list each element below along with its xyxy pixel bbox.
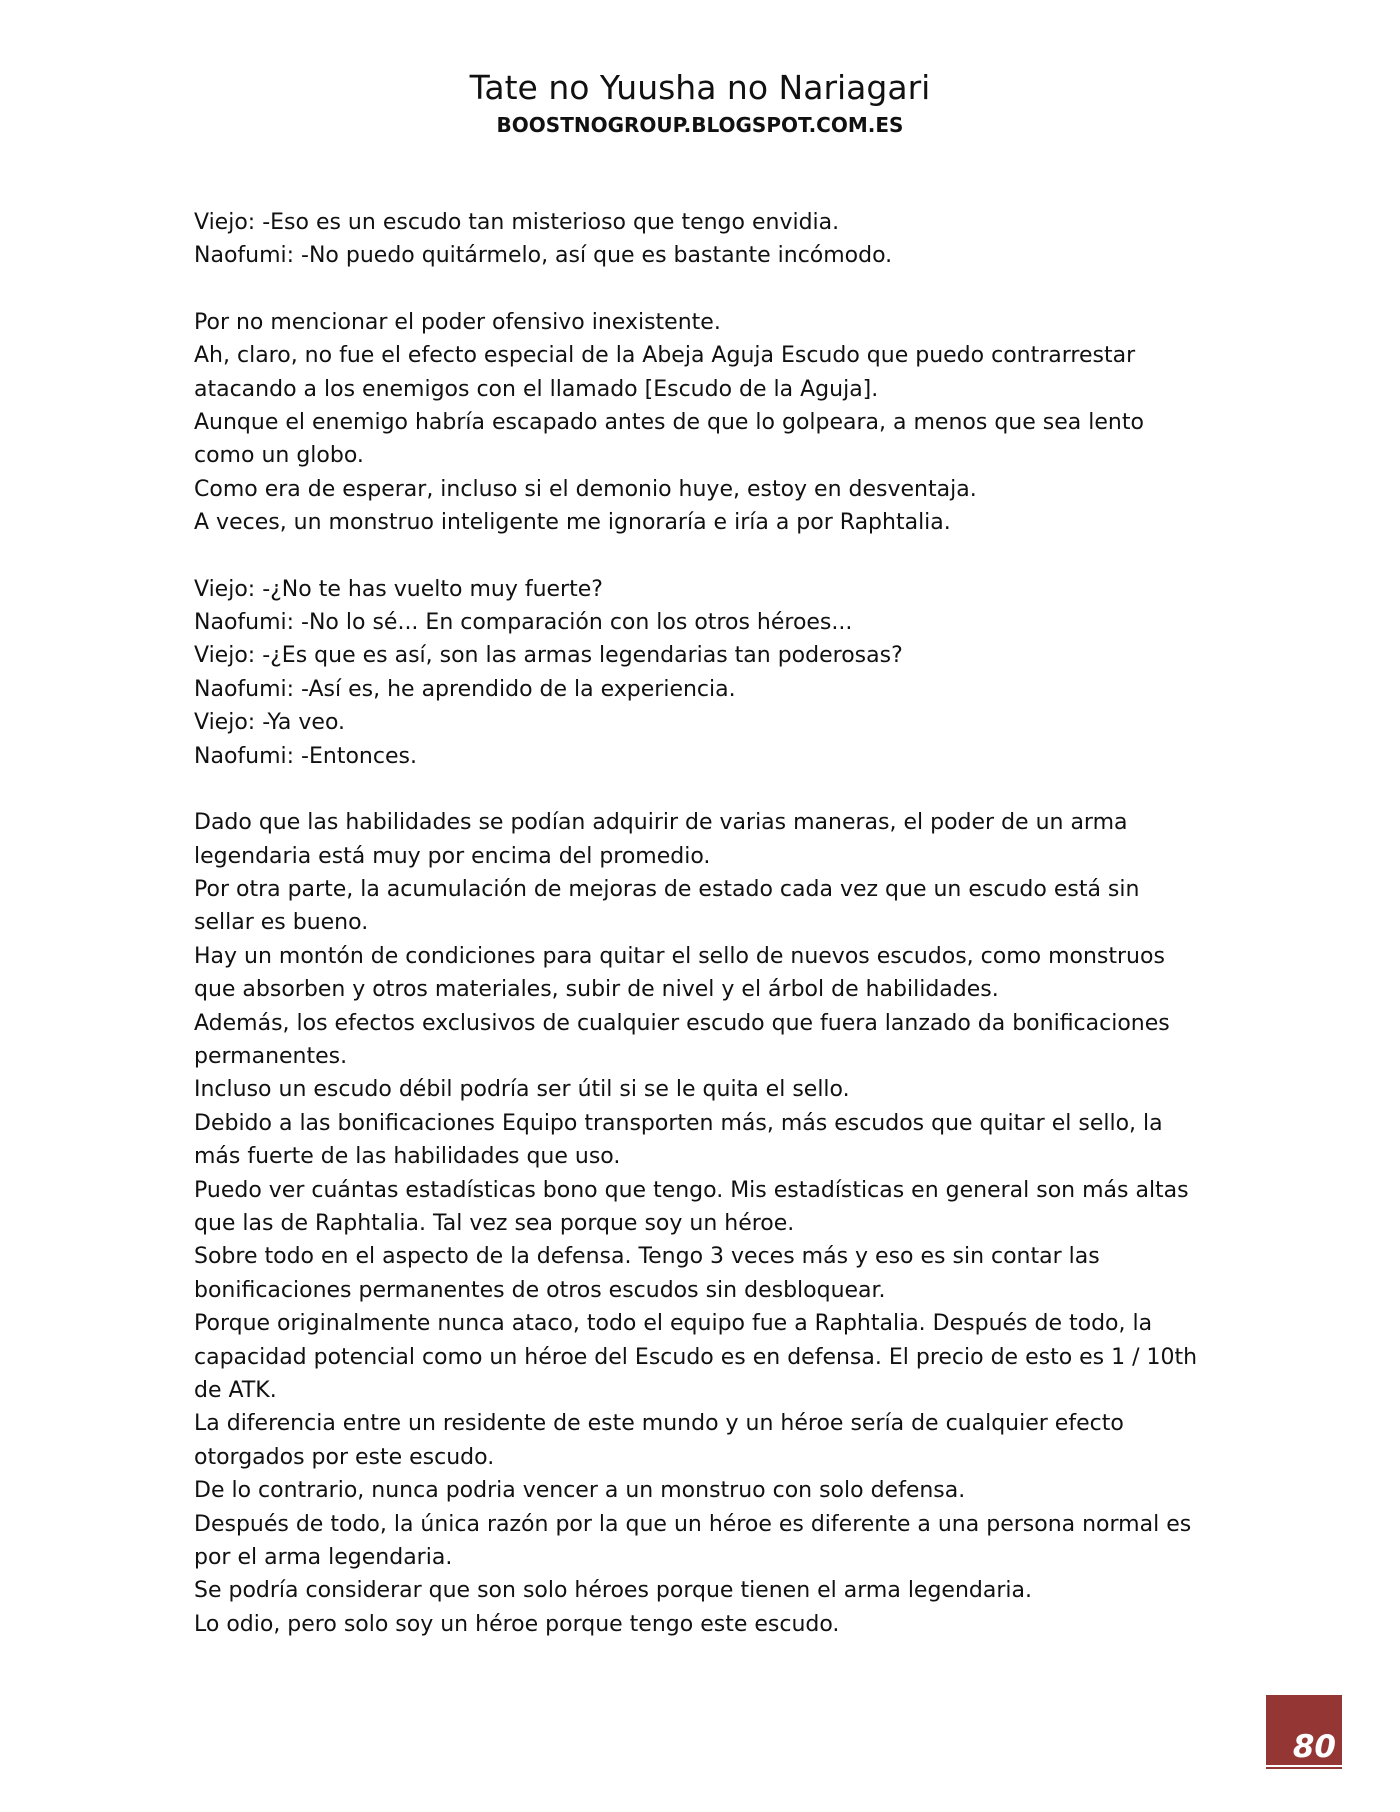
text-line: Además, los efectos exclusivos de cualquier escudo que fuera lanzado da bonificaciones	[194, 1010, 1170, 1036]
text-line: La diferencia entre un residente de este mundo y un héroe sería de cualquier efecto	[194, 1411, 1124, 1437]
text-line: Lo odio, pero solo soy un héroe porque tengo este escudo.	[194, 1611, 840, 1637]
text-line: Hay un montón de condiciones para quitar el sello de nuevos escudos, como monstruos	[194, 943, 1165, 969]
text-line: legendaria está muy por encima del promedio.	[194, 843, 711, 869]
page-header	[0, 66, 1400, 140]
text-line: permanentes.	[194, 1043, 348, 1069]
text-line: por el arma legendaria.	[194, 1545, 453, 1571]
page-title: Tate no Yuusha no Nariagari	[469, 68, 931, 107]
text-line: capacidad potencial como un héroe del Escudo es en defensa. El precio de esto es 1 / 10th	[194, 1344, 1198, 1370]
text-line: Viejo: -¿Es que es así, son las armas legendarias tan poderosas?	[194, 643, 903, 669]
paragraph	[194, 306, 1214, 540]
text-line: sellar es bueno.	[194, 910, 369, 936]
text-line: Ah, claro, no fue el efecto especial de la Abeja Aguja Escudo que puedo contrarrestar	[194, 343, 1136, 369]
text-line: Porque originalmente nunca ataco, todo el equipo fue a Raphtalia. Después de todo, la	[194, 1311, 1153, 1337]
text-line: que absorben y otros materiales, subir de nivel y el árbol de habilidades.	[194, 977, 999, 1003]
text-line: Por no mencionar el poder ofensivo inexistente.	[194, 309, 721, 335]
paragraph	[194, 206, 1214, 273]
text-line: Se podría considerar que son solo héroes porque tienen el arma legendaria.	[194, 1578, 1032, 1604]
text-line: Naofumi: -No puedo quitármelo, así que es bastante incómodo.	[194, 243, 893, 269]
text-line: Como era de esperar, incluso si el demonio huye, estoy en desventaja.	[194, 476, 977, 502]
text-line: Viejo: -¿No te has vuelto muy fuerte?	[194, 576, 603, 602]
text-line: atacando a los enemigos con el llamado [Escudo de la Aguja].	[194, 376, 879, 402]
text-line: Puedo ver cuántas estadísticas bono que tengo. Mis estadísticas en general son más altas	[194, 1177, 1189, 1203]
paragraph	[194, 573, 1214, 773]
text-line: Dado que las habilidades se podían adquirir de varias maneras, el poder de un arma	[194, 810, 1128, 836]
text-line: otorgados por este escudo.	[194, 1444, 495, 1470]
text-line: Después de todo, la única razón por la que un héroe es diferente a una persona normal es	[194, 1511, 1192, 1537]
text-line: Viejo: -Ya veo.	[194, 710, 346, 736]
text-line: A veces, un monstruo inteligente me ignoraría e iría a por Raphtalia.	[194, 510, 951, 536]
text-line: Por otra parte, la acumulación de mejoras de estado cada vez que un escudo está sin	[194, 876, 1140, 902]
text-line: más fuerte de las habilidades que uso.	[194, 1144, 621, 1170]
page-number-badge	[1266, 1695, 1342, 1769]
text-line: Incluso un escudo débil podría ser útil si se le quita el sello.	[194, 1077, 850, 1103]
text-line: De lo contrario, nunca podria vencer a un monstruo con solo defensa.	[194, 1478, 966, 1504]
body-text	[194, 206, 1214, 1674]
site-url: BOOSTNOGROUP.BLOGSPOT.COM.ES	[496, 113, 904, 137]
text-line: Viejo: -Eso es un escudo tan misterioso que tengo envidia.	[194, 210, 840, 235]
page-number: 80	[1292, 1729, 1336, 1765]
paragraph	[194, 806, 1214, 1641]
text-line: Sobre todo en el aspecto de la defensa. Tengo 3 veces más y eso es sin contar las	[194, 1244, 1100, 1270]
text-line: bonificaciones permanentes de otros escudos sin desbloquear.	[194, 1277, 886, 1303]
text-line: que las de Raphtalia. Tal vez sea porque soy un héroe.	[194, 1210, 795, 1236]
text-line: como un globo.	[194, 443, 364, 469]
text-line: de ATK.	[194, 1378, 277, 1403]
text-line: Naofumi: -No lo sé... En comparación con los otros héroes...	[194, 610, 853, 636]
page-number-underline	[1266, 1765, 1342, 1767]
text-line: Debido a las bonificaciones Equipo transporten más, más escudos que quitar el sello, la	[194, 1110, 1163, 1136]
text-line: Aunque el enemigo habría escapado antes de que lo golpeara, a menos que sea lento	[194, 410, 1144, 436]
text-line: Naofumi: -Entonces.	[194, 743, 417, 769]
text-line: Naofumi: -Así es, he aprendido de la experiencia.	[194, 676, 736, 702]
